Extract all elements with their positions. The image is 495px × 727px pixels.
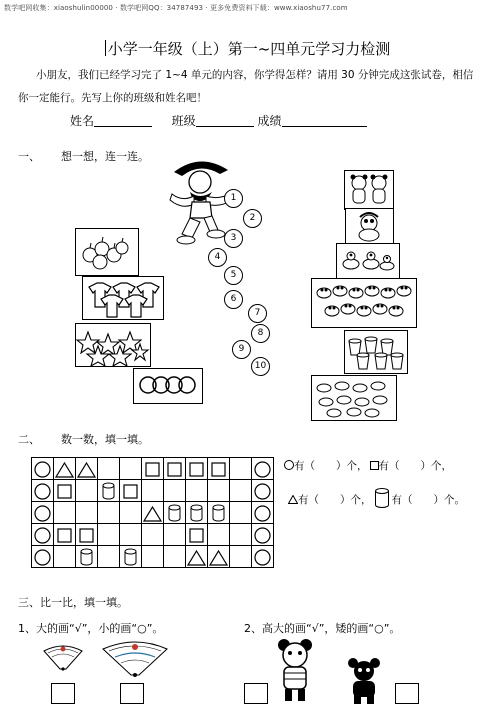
number-circle-4[interactable]: 4 xyxy=(208,248,227,267)
stars-card[interactable] xyxy=(75,323,151,367)
section-1-heading xyxy=(18,148,149,164)
grid-cell-empty xyxy=(230,458,252,480)
grid-cell-square xyxy=(54,524,76,546)
circle-icon xyxy=(34,505,51,522)
grid-cell-square xyxy=(54,480,76,502)
number-circle-7[interactable]: 7 xyxy=(248,304,267,323)
shape-grid xyxy=(31,457,274,568)
triangle-count-blank[interactable]: 有（ ）个， xyxy=(298,494,372,506)
triangle-icon xyxy=(187,550,206,566)
circle-count-blank[interactable]: 有（ ）个， xyxy=(294,460,368,472)
small-fan-image xyxy=(42,643,84,673)
number-circle-10[interactable]: 10 xyxy=(251,357,270,376)
grid-cell-cylinder xyxy=(164,502,186,524)
circle-icon xyxy=(254,527,271,544)
grid-row xyxy=(32,480,274,502)
grid-cell-empty xyxy=(98,524,120,546)
grid-cell-empty xyxy=(230,546,252,568)
cylinder-icon xyxy=(102,482,115,500)
grid-cell-empty xyxy=(120,502,142,524)
class-blank[interactable] xyxy=(196,114,254,127)
grid-cell-empty xyxy=(208,524,230,546)
circle-icon xyxy=(34,549,51,566)
frogs-card[interactable] xyxy=(311,278,417,328)
number-circle-5[interactable]: 5 xyxy=(224,266,243,285)
square-icon xyxy=(145,462,160,477)
class-label: 班级 xyxy=(171,114,196,128)
grid-row xyxy=(32,524,274,546)
triangle-icon xyxy=(209,550,228,566)
grid-cell-empty xyxy=(164,524,186,546)
grid-cell-empty xyxy=(120,458,142,480)
number-circle-9[interactable]: 9 xyxy=(232,340,251,359)
grid-cell-empty xyxy=(142,480,164,502)
grid-cell-square xyxy=(76,524,98,546)
grid-cell-triangle xyxy=(76,458,98,480)
square-icon xyxy=(189,462,204,477)
grid-cell-circle xyxy=(252,546,274,568)
grid-cell-empty xyxy=(208,480,230,502)
number-circle-1[interactable]: 1 xyxy=(224,189,243,208)
count-line-1 xyxy=(284,458,452,473)
tall-character-image xyxy=(272,637,318,705)
square-count-blank[interactable]: 有（ ）个， xyxy=(378,460,452,472)
grid-cell-square xyxy=(186,458,208,480)
circle-icon xyxy=(284,460,294,470)
triangle-icon xyxy=(288,495,298,504)
page-title xyxy=(0,38,495,59)
grid-cell-square xyxy=(142,458,164,480)
grid-cell-empty xyxy=(54,502,76,524)
grid-cell-empty xyxy=(142,524,164,546)
number-circle-3[interactable]: 3 xyxy=(224,229,243,248)
section-3-heading: 三、比一比，填一填。 xyxy=(18,596,128,609)
grid-cell-empty xyxy=(230,524,252,546)
olympic-rings-card[interactable] xyxy=(133,368,203,404)
cylinder-icon xyxy=(190,504,203,522)
bears-card[interactable] xyxy=(344,170,394,210)
circle-icon xyxy=(34,483,51,500)
name-label: 姓名 xyxy=(70,114,95,128)
grid-cell-square xyxy=(208,458,230,480)
number-circle-6[interactable]: 6 xyxy=(224,290,243,309)
ducks-card[interactable] xyxy=(336,243,400,279)
grid-cell-empty xyxy=(98,502,120,524)
student-info-row xyxy=(70,112,367,129)
grid-row xyxy=(32,546,274,568)
large-fan-image xyxy=(101,639,169,679)
short-character-image xyxy=(344,657,384,705)
grid-cell-empty xyxy=(54,546,76,568)
square-icon xyxy=(211,462,226,477)
answer-box-tall-character[interactable] xyxy=(244,683,268,704)
answer-box-large-fan[interactable] xyxy=(120,683,144,704)
circle-icon xyxy=(254,461,271,478)
grid-cell-circle xyxy=(252,524,274,546)
grid-cell-circle xyxy=(252,458,274,480)
cylinder-icon xyxy=(168,504,181,522)
shirts-card[interactable] xyxy=(82,276,164,320)
grid-cell-triangle xyxy=(142,502,164,524)
chick-card[interactable] xyxy=(345,208,394,244)
grid-cell-square xyxy=(186,524,208,546)
grid-cell-empty xyxy=(76,502,98,524)
page-header: 数学吧网收集：xiaoshulin00000 · 数学吧网QQ：34787493 · 更多免费资料下载：www.xiaoshu77.com xyxy=(4,4,348,12)
grid-row xyxy=(32,502,274,524)
count-line-2 xyxy=(288,487,465,509)
grid-cell-triangle xyxy=(186,546,208,568)
cylinder-icon xyxy=(212,504,225,522)
question-3-2: 2、高大的画“√”，矮的画“○”。 xyxy=(244,622,401,635)
section-2-heading xyxy=(18,431,149,447)
circle-icon xyxy=(254,549,271,566)
grid-cell-circle xyxy=(32,458,54,480)
cylinder-icon xyxy=(80,548,93,566)
grid-cell-empty xyxy=(164,546,186,568)
section-1-number: 一、 xyxy=(18,150,40,163)
grid-cell-circle xyxy=(32,524,54,546)
grid-cell-empty xyxy=(164,480,186,502)
grid-cell-cylinder xyxy=(120,546,142,568)
grid-cell-cylinder xyxy=(208,502,230,524)
section-1-instruction: 想一想，连一连。 xyxy=(61,150,149,163)
grid-cell-triangle xyxy=(208,546,230,568)
grid-cell-circle xyxy=(32,502,54,524)
grid-cell-empty xyxy=(230,502,252,524)
intro-paragraph: 小朋友，我们已经学习完了 1~4 单元的内容，你学得怎样？请用 30 分钟完成这张试卷，相信你一定能行。先写上你的班级和姓名吧！ xyxy=(18,69,474,104)
grid-cell-empty xyxy=(186,480,208,502)
square-icon xyxy=(57,528,72,543)
grid-cell-empty xyxy=(98,546,120,568)
grid-cell-circle xyxy=(32,480,54,502)
answer-box-small-fan[interactable] xyxy=(51,683,75,704)
grid-row xyxy=(32,458,274,480)
square-icon xyxy=(189,528,204,543)
grid-cell-triangle xyxy=(54,458,76,480)
grid-cell-square xyxy=(120,480,142,502)
grid-cell-square xyxy=(164,458,186,480)
grid-cell-empty xyxy=(76,480,98,502)
grid-cell-circle xyxy=(252,502,274,524)
title-cursor-mark xyxy=(105,40,106,56)
apples-card[interactable] xyxy=(75,228,139,276)
number-circle-2[interactable]: 2 xyxy=(243,209,262,228)
circle-icon xyxy=(34,527,51,544)
section-2-instruction: 数一数，填一填。 xyxy=(61,433,149,446)
page-title-text: 小学一年级（上）第一~四单元学习力检测 xyxy=(107,40,391,58)
square-icon xyxy=(167,462,182,477)
answer-box-short-character[interactable] xyxy=(395,683,419,704)
grid-cell-empty xyxy=(230,480,252,502)
score-label: 成绩 xyxy=(257,114,282,128)
number-circle-8[interactable]: 8 xyxy=(251,324,270,343)
square-icon xyxy=(370,461,379,470)
triangle-icon xyxy=(77,462,96,478)
circle-icon xyxy=(254,505,271,522)
cylinder-icon xyxy=(124,548,137,566)
cups-card[interactable] xyxy=(344,330,408,374)
square-icon xyxy=(57,484,72,499)
grid-cell-empty xyxy=(142,546,164,568)
grid-cell-cylinder xyxy=(98,480,120,502)
square-icon xyxy=(79,528,94,543)
score-blank[interactable] xyxy=(282,114,367,127)
section-2-number: 二、 xyxy=(18,433,40,446)
fish-card[interactable] xyxy=(311,375,397,421)
triangle-icon xyxy=(55,462,74,478)
grid-cell-circle xyxy=(32,546,54,568)
square-icon xyxy=(123,484,138,499)
grid-cell-cylinder xyxy=(76,546,98,568)
grid-cell-cylinder xyxy=(186,502,208,524)
circle-icon xyxy=(254,483,271,500)
grid-cell-empty xyxy=(98,458,120,480)
circle-icon xyxy=(34,461,51,478)
triangle-icon xyxy=(143,506,162,522)
cylinder-icon xyxy=(374,487,390,509)
grid-cell-empty xyxy=(120,524,142,546)
question-3-1: 1、大的画“√”，小的画“○”。 xyxy=(18,622,164,635)
cylinder-count-blank[interactable]: 有（ ）个。 xyxy=(391,494,465,506)
grid-cell-circle xyxy=(252,480,274,502)
name-blank[interactable] xyxy=(94,114,152,127)
